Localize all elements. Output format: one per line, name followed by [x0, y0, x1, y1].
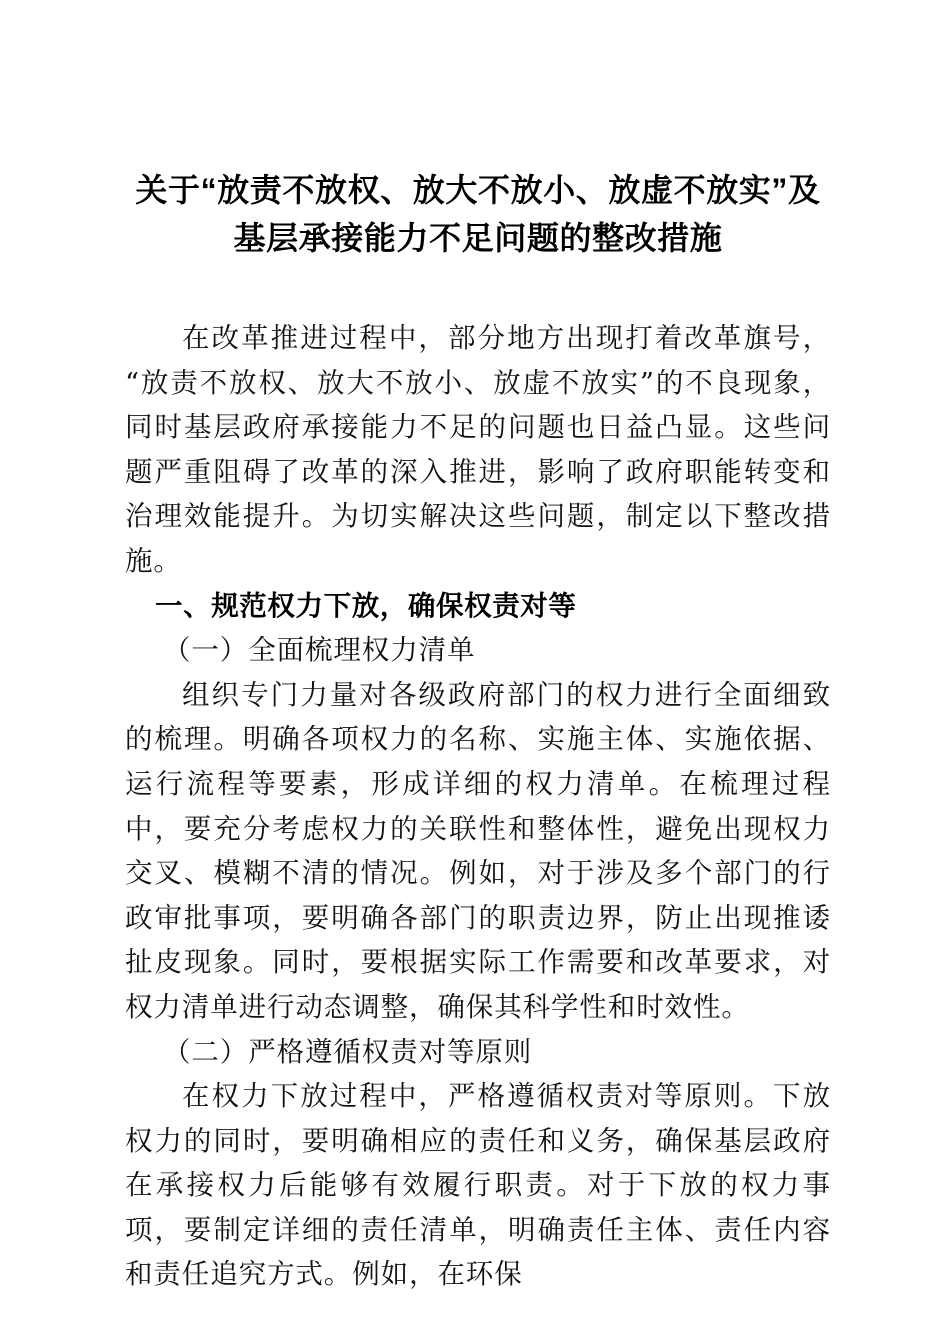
- section-heading-1: 一、规范权力下放，确保权责对等: [155, 589, 577, 621]
- paragraph-1-1: 组织专门力量对各级政府部门的权力进行全面细致的梳理。明确各项权力的名称、实施主体、实施依据、运行流程等要素，形成详细的权力清单。在梳理过程中，要充分考虑权力的关联性和整体性，避免出现权力交叉、模糊不清的情况。例如，对于涉及多个部门的行政审批事项，要明确各部门的职责边界，防止出现推诿扯皮现象。同时，要根据实际工作需要和改革要求，对权力清单进行动态调整，确保其科学性和时效性。: [125, 678, 831, 1023]
- intro-paragraph: 在改革推进过程中，部分地方出现打着改革旗号，“放责不放权、放大不放小、放虚不放实”的不良现象，同时基层政府承接能力不足的问题也日益凸显。这些问题严重阻碍了改革的深入推进，影响了政府职能转变和治理效能提升。为切实解决这些问题，制定以下整改措施。: [125, 322, 831, 577]
- page-bottom-margin: [125, 1297, 831, 1344]
- subsection-heading-1-2: （二）严格遵循权责对等原则: [163, 1035, 533, 1068]
- title-spacer: [125, 262, 831, 316]
- page-title: 关于“放责不放权、放大不放小、放虚不放实”及基层承接能力不足问题的整改措施: [135, 172, 821, 256]
- document-body: [125, 0, 831, 1344]
- paragraph-1-2: 在权力下放过程中，严格遵循权责对等原则。下放权力的同时，要明确相应的责任和义务，确保基层政府在承接权力后能够有效履行职责。对于下放的权力事项，要制定详细的责任清单，明确责任主体、责任内容和责任追究方式。例如，在环保: [125, 1080, 831, 1291]
- subsection-heading-1-1: （一）全面梳理权力清单: [163, 634, 476, 667]
